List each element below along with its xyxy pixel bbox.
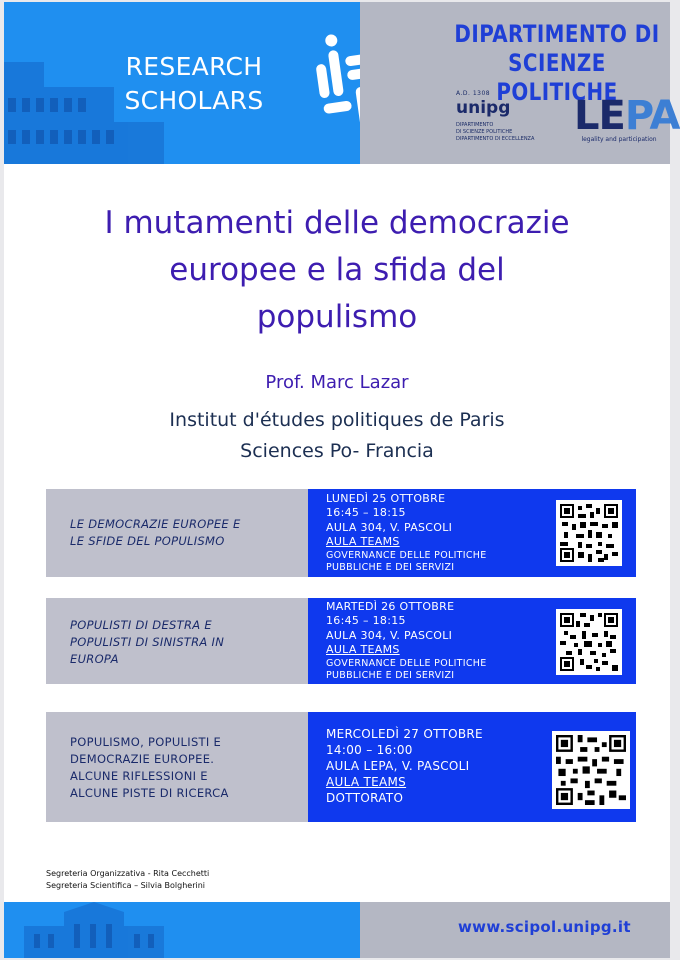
topic-line: ALCUNE PISTE DI RICERCA	[70, 786, 229, 800]
course-line-2: PUBBLICHE E DEI SERVIZI	[326, 561, 455, 573]
session-info-panel	[308, 489, 636, 577]
session-card-2	[46, 598, 636, 684]
title-line-3: populismo	[256, 299, 418, 335]
unipg-sub-line-1: DIPARTIMENTO	[456, 122, 494, 128]
session-time: 16:45 – 18:15	[326, 506, 406, 520]
scientific-secretary: Segreteria Scientifica – Silvia Bolgherini	[46, 881, 206, 890]
qr-code-icon	[560, 613, 618, 671]
session-details	[326, 600, 556, 682]
session-time: 16:45 – 18:15	[326, 614, 406, 628]
research-line: RESEARCH	[125, 52, 263, 81]
session-info-panel	[308, 712, 636, 822]
department-line-1: DIPARTIMENTO DI	[454, 20, 660, 48]
secretariat-credits	[46, 868, 209, 892]
lepa-pa: PA	[624, 93, 680, 139]
session-topic-panel	[46, 712, 308, 822]
session-details	[326, 726, 556, 806]
qr-code[interactable]	[552, 731, 630, 809]
lepa-logo	[574, 93, 680, 143]
session-topic	[70, 617, 290, 668]
title-line-2: europee e la sfida del	[169, 252, 505, 288]
organizing-secretary: Segreteria Organizzativa - Rita Cecchetti	[46, 869, 210, 878]
website-link[interactable]: www.scipol.unipg.it	[458, 918, 631, 936]
teams-link[interactable]: AULA TEAMS	[326, 643, 400, 657]
unipg-sub-line-2: DI SCIENZE POLITICHE	[456, 129, 513, 135]
course-line-1: GOVERNANCE DELLE POLITICHE	[326, 549, 487, 561]
topic-line: POPULISTI DI SINISTRA IN	[70, 635, 225, 649]
scholars-line: SCHOLARS	[124, 86, 264, 115]
session-room: AULA LEPA, V. PASCOLI	[326, 759, 470, 773]
header-banner-blue	[4, 2, 360, 164]
building-illustration	[4, 902, 360, 958]
topic-line: EUROPA	[70, 652, 119, 666]
topic-line: LE DEMOCRAZIE EUROPEE E	[70, 517, 241, 531]
session-details	[326, 492, 556, 574]
event-title	[24, 200, 650, 341]
lepa-tagline: legality and participation	[581, 136, 657, 143]
session-room: AULA 304, V. PASCOLI	[326, 628, 453, 642]
qr-code-icon	[556, 735, 626, 805]
session-date: MERCOLEDÌ 27 OTTOBRE	[326, 727, 483, 741]
session-topic	[70, 516, 290, 550]
course-line-1: GOVERNANCE DELLE POLITICHE	[326, 657, 487, 669]
course-line-1: DOTTORATO	[326, 791, 404, 805]
research-scholars-label	[99, 50, 289, 118]
footer-banner-blue	[4, 902, 360, 958]
qr-code-icon	[560, 504, 618, 562]
teams-link[interactable]: AULA TEAMS	[326, 535, 400, 549]
institution-line-1: Institut d'études politiques de Paris	[169, 409, 505, 431]
unipg-logo	[456, 90, 566, 143]
speaker-name: Prof. Marc Lazar	[265, 372, 409, 393]
teams-link[interactable]: AULA TEAMS	[326, 775, 407, 789]
session-topic-panel	[46, 598, 308, 684]
qr-code[interactable]	[556, 500, 622, 566]
unipg-founding: A.D. 1308	[456, 90, 491, 97]
session-time: 14:00 – 16:00	[326, 743, 413, 757]
unipg-subtitle	[456, 122, 566, 143]
event-poster	[4, 2, 680, 958]
topic-line: DEMOCRAZIE EUROPEE.	[70, 752, 215, 766]
session-card-1	[46, 489, 636, 577]
topic-line: POPULISMO, POPULISTI E	[70, 735, 222, 749]
lepa-le: LE	[574, 93, 625, 139]
institution-line-2: Sciences Po- Francia	[240, 440, 434, 462]
qr-code[interactable]	[556, 609, 622, 675]
department-line-2: SCIENZE POLITICHE	[496, 49, 618, 106]
unipg-name: unipg	[456, 98, 511, 118]
topic-line: LE SFIDE DEL POPULISMO	[70, 534, 225, 548]
session-date: MARTEDÌ 26 OTTOBRE	[326, 600, 455, 613]
title-line-1: I mutamenti delle democrazie	[104, 205, 570, 241]
topic-line: POPULISTI DI DESTRA E	[70, 618, 212, 632]
topic-line: ALCUNE RIFLESSIONI E	[70, 769, 208, 783]
session-topic	[70, 734, 290, 802]
session-date: LUNEDÌ 25 OTTOBRE	[326, 492, 446, 505]
course-line-2: PUBBLICHE E DEI SERVIZI	[326, 669, 455, 681]
session-topic-panel	[46, 489, 308, 577]
unipg-sub-line-3: DIPARTIMENTO DI ECCELLENZA	[456, 136, 535, 142]
session-card-3	[46, 712, 636, 822]
lepa-wordmark	[574, 93, 680, 139]
session-room: AULA 304, V. PASCOLI	[326, 520, 453, 534]
speaker-institution	[4, 405, 670, 467]
session-info-panel	[308, 598, 636, 684]
